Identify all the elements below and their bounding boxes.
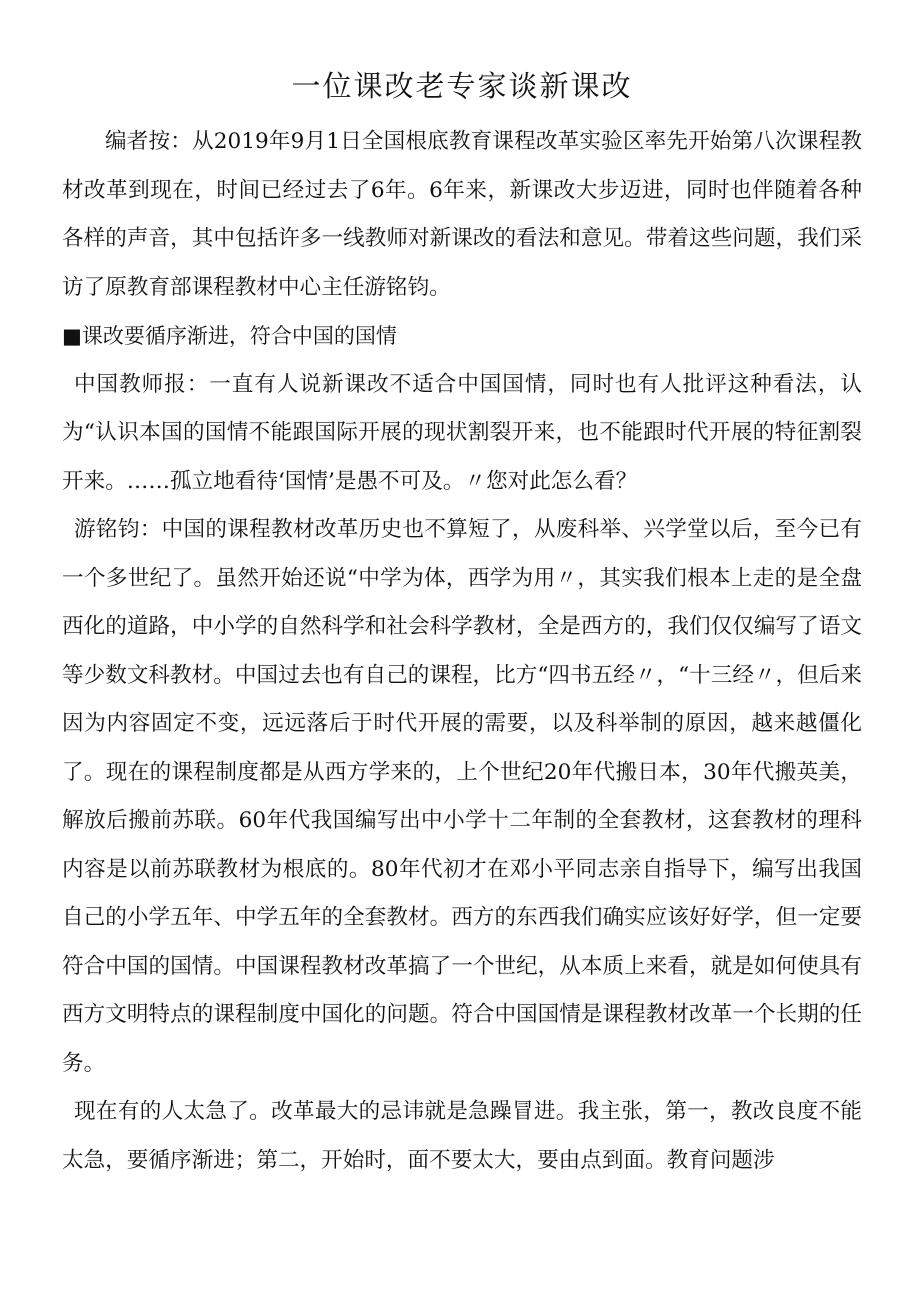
- interview-answer-continued-paragraph: 现在有的人太急了。改革最大的忌讳就是急躁冒进。我主张，第一，教改良度不能太急，要循序渐进；第二，开始时，面不要太大，要由点到面。教育问题涉: [62, 1099, 862, 1173]
- interview-answer-paragraph: 游铭钧：中国的课程教材改革历史也不算短了，从废科举、兴学堂以后，至今已有一个多世纪了。虽然开始还说“中学为体，西学为用〃，其实我们根本上走的是全盘西化的道路，中小学的自然科学和社会科学教材，全是西方的，我们仅仅编写了语文等少数文科教材。中国过去也有自己的课程，比方“四书五经〃，“十三经〃，但后来因为内容固定不变，远远落后于时代开展的需要，以及科举制的原因，越来越僵化了。现在的课程制度都是从西方学来的，上个世纪20年代搬日本，30年代搬英美，解放后搬前苏联。60年代我国编写出中小学十二年制的全套教材，这套教材的理科内容是以前苏联教材为根底的。80年代初才在邓小平同志亲自指导下，编写出我国自己的小学五年、中学五年的全套教材。西方的东西我们确实应该好好学，但一定要符合中国的国情。中国课程教材改革搞了一个世纪，从本质上来看，就是如何使具有西方文明特点的课程制度中国化的问题。符合中国国情是课程教材改革一个长期的任务。: [62, 517, 862, 1076]
- document-title: 一位课改老专家谈新课改: [291, 69, 633, 103]
- interview-question-paragraph: 中国教师报：一直有人说新课改不适合中国国情，同时也有人批评这种看法，认为“认识本国的国情不能跟国际开展的现状割裂开来，也不能跟时代开展的特征割裂开来。……孤立地看待‘国情’是愚不可及。〃您对此怎么看？: [62, 371, 862, 494]
- section-heading: ■课改要循序渐进，符合中国的国情: [62, 324, 397, 348]
- document-page: [62, 66, 862, 1185]
- editor-note-paragraph: 编者按：从2019年9月1日全国根底教育课程改革实验区率先开始第八次课程教材改革到现在，时间已经过去了6年。6年来，新课改大步迈进，同时也伴随着各种各样的声音，其中包括许多一线教师对新课改的看法和意见。带着这些问题，我们采访了原教育部课程教材中心主任游铭钧。: [62, 129, 862, 300]
